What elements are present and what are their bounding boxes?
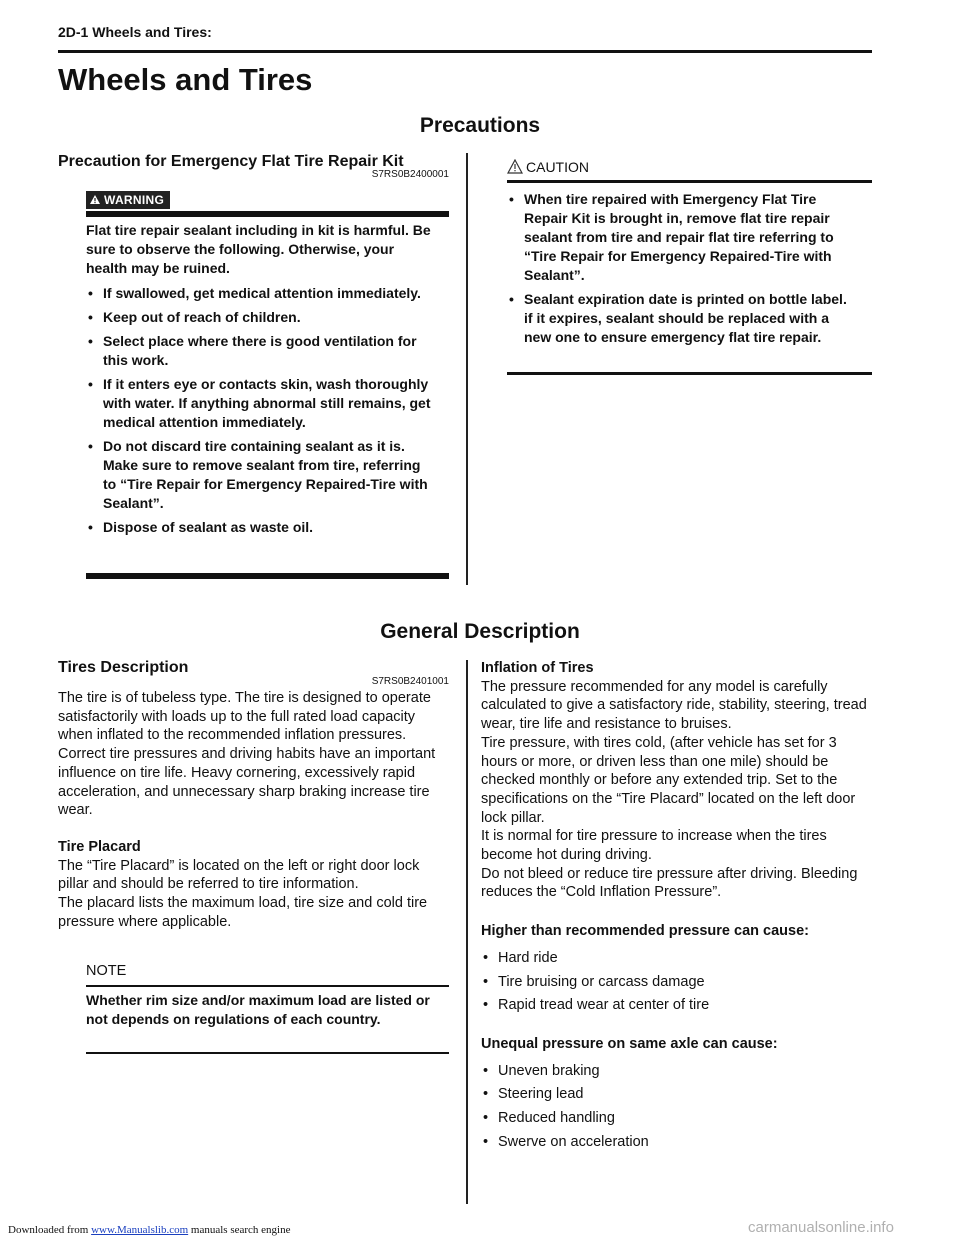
note-top-rule: [86, 985, 449, 987]
list-item: • Reduced handling: [481, 1109, 873, 1128]
caution-top-rule: [507, 180, 872, 183]
column-divider-top: [466, 153, 468, 585]
inflation-subheading: Inflation of Tires: [481, 660, 594, 676]
tires-paragraph: Correct tire pressures and driving habits have an important influence on tire life. Heavy cornering, excessively rapid acceleration, and unnecessary sharp braking increase tire wear.: [58, 746, 436, 819]
placard-paragraph: The placard lists the maximum load, tire size and cold tire pressure where applicable.: [58, 895, 428, 930]
warning-item: • Select place where there is good ventilation for this work.: [86, 332, 436, 370]
page-title: Wheels and Tires: [58, 62, 313, 97]
precaution-subheading: Precaution for Emergency Flat Tire Repair Kit: [58, 153, 404, 170]
warning-badge: [86, 191, 170, 209]
page-header-label: 2D-1 Wheels and Tires:: [58, 24, 212, 40]
precaution-code: S7RS0B2400001: [371, 169, 449, 180]
inflation-paragraph: Tire pressure, with tires cold, (after vehicle has set for 3 hours or more, or driven less than one mile) should be checked monthly or before any extended trip. Set to the specifications on the “Tire Placard” located on the left door lock pillar.: [481, 734, 856, 826]
caution-item: • When tire repaired with Emergency Flat Tire Repair Kit is brought in, remove flat tire repair sealant from tire and repair flat tire referring to “Tire Repair for Emergency Repaired-Tire with Sealant”.: [507, 190, 852, 285]
general-heading: General Description: [380, 620, 580, 643]
footer-prefix: Downloaded from: [8, 1224, 92, 1236]
warning-list: [86, 284, 436, 537]
caution-label: CAUTION: [526, 159, 589, 175]
warning-top-rule: [86, 211, 449, 217]
higher-pressure-list: [481, 949, 873, 1015]
warning-item: • Keep out of reach of children.: [86, 308, 436, 327]
list-item: • Uneven braking: [481, 1062, 873, 1081]
warning-item: • Do not discard tire containing sealant as it is. Make sure to remove sealant from tire, referring to “Tire Repair for Emergency Repaired-Tire with Sealant”.: [86, 437, 436, 513]
tires-code: S7RS0B2401001: [371, 676, 449, 687]
warning-item: • Dispose of sealant as waste oil.: [86, 518, 436, 537]
tires-subheading: Tires Description: [58, 659, 189, 676]
placard-subheading: Tire Placard: [58, 838, 141, 855]
list-item: • Swerve on acceleration: [481, 1133, 873, 1152]
higher-pressure-heading: Higher than recommended pressure can cause:: [481, 923, 809, 940]
unequal-pressure-heading: Unequal pressure on same axle can cause:: [481, 1035, 778, 1052]
warning-item: • If swallowed, get medical attention immediately.: [86, 284, 436, 303]
column-divider-bottom: [466, 660, 468, 1204]
tires-body: [58, 689, 450, 931]
unequal-pressure-list: [481, 1062, 873, 1152]
caution-bottom-rule: [507, 372, 872, 375]
warning-bottom-rule: [86, 573, 449, 579]
caution-list: [507, 190, 852, 347]
tires-paragraph: The tire is of tubeless type. The tire is designed to operate satisfactorily with loads up to the full rated load capacity when inflated to the recommended inflation pressures.: [58, 690, 431, 744]
caution-triangle-icon: [507, 159, 523, 177]
precautions-heading: Precautions: [419, 114, 541, 137]
placard-paragraph: The “Tire Placard” is located on the left or right door lock pillar and should be referred to tire information.: [58, 857, 420, 893]
list-item: • Hard ride: [481, 949, 873, 968]
warning-label: WARNING: [104, 193, 165, 207]
list-item: • Steering lead: [481, 1085, 873, 1104]
list-item: • Rapid tread wear at center of tire: [481, 996, 873, 1015]
inflation-paragraph: The pressure recommended for any model is carefully calculated to give a satisfactory ride, stability, steering, tread wear, tire life and resistance to bruises.: [481, 678, 867, 733]
warning-intro: Flat tire repair sealant including in kit is harmful. Be sure to observe the following. Otherwise, your health may be ruined.: [86, 222, 431, 276]
manualslib-link[interactable]: www.Manualslib.com: [91, 1224, 189, 1236]
note-label: NOTE: [86, 963, 127, 979]
list-item: • Tire bruising or carcass damage: [481, 973, 873, 992]
inflation-paragraph: Do not bleed or reduce tire pressure after driving. Bleeding reduces the “Cold Inflation Pressure”.: [481, 865, 858, 901]
watermark: carmanualsonline.info: [748, 1219, 894, 1236]
header-rule: [58, 50, 872, 53]
footer-suffix: manuals search engine: [188, 1224, 291, 1236]
warning-triangle-icon: [90, 193, 100, 207]
warning-box: [86, 221, 436, 542]
inflation-paragraph: It is normal for tire pressure to increase when the tires become hot during driving.: [481, 828, 827, 864]
warning-item: • If it enters eye or contacts skin, wash thoroughly with water. If anything abnormal still remains, get medical attention immediately.: [86, 375, 436, 432]
caution-box: [507, 190, 852, 352]
caution-item: • Sealant expiration date is printed on bottle label. if it expires, sealant should be replaced with a new one to ensure emergency flat tire repair.: [507, 290, 852, 347]
note-text: Whether rim size and/or maximum load are listed or not depends on regulations of each country.: [86, 992, 430, 1027]
inflation-body: [481, 659, 873, 1156]
download-footer: [8, 1224, 290, 1236]
note-bottom-rule: [86, 1052, 449, 1054]
caution-header: [507, 159, 589, 177]
